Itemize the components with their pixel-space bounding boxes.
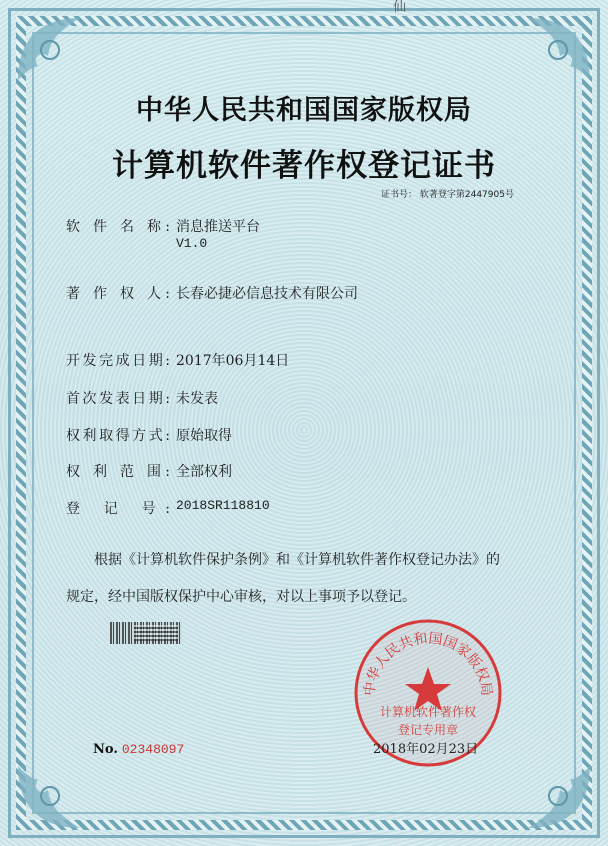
statement-line-1: 根据《计算机软件保护条例》和《计算机软件著作权登记办法》的 [94,552,500,568]
seal-line-2: 登记专用章 [397,723,458,737]
pencil-annotation: 仙 [393,0,407,15]
field-value: 全部权利 [176,464,232,480]
field-value: 2018SR118810 [176,498,270,513]
certificate-number: 证书号： 软著登字第2447905号 [381,190,514,200]
field-label: 首次发表日期: [66,391,170,407]
field-first-publication-date [66,388,218,408]
field-dev-completion-date [66,350,289,370]
certificate-title: 计算机软件著作权登记证书 [112,148,496,184]
version-value: V1.0 [176,236,208,251]
field-value: 长春必捷必信息技术有限公司 [176,286,358,302]
corner-ornament-top-right [520,10,598,88]
corner-ornament-top-left [10,10,88,88]
field-value: 未发表 [176,391,218,407]
field-value: 原始取得 [176,428,232,444]
field-software-name [66,216,260,251]
field-copyright-owner [66,283,358,303]
field-label: 软 件 名 称: [66,219,170,235]
field-label: 开发完成日期: [66,353,170,369]
field-label: 登 记 号: [66,501,170,517]
field-registration-number [66,498,270,518]
barcode [110,622,182,644]
field-rights-acquisition [66,425,232,445]
seal-line-1: 计算机软件著作权 [379,705,476,719]
field-label: 权 利 范 围: [66,464,170,480]
serial-value: 02348097 [121,742,185,757]
field-label: 权利取得方式: [66,428,170,444]
seal-ring-text: 中华人民共和国国家版权局 [361,630,495,697]
field-value: 消息推送平台 V1.0 [176,219,260,251]
corner-ornament-bottom-right [520,758,598,836]
issue-date: 2018年02月23日 [373,742,479,757]
statement-line-2: 规定，经中国版权保护中心审核，对以上事项予以登记。 [66,589,416,605]
corner-ornament-bottom-left [10,758,88,836]
field-rights-scope [66,461,232,481]
issuer-title: 中华人民共和国国家版权局 [136,95,472,126]
registration-statement [66,542,546,616]
field-label: 著 作 权 人: [66,286,170,302]
field-value: 2017年06月14日 [176,353,290,369]
serial-label: No. [93,742,118,757]
serial-number [93,742,184,757]
